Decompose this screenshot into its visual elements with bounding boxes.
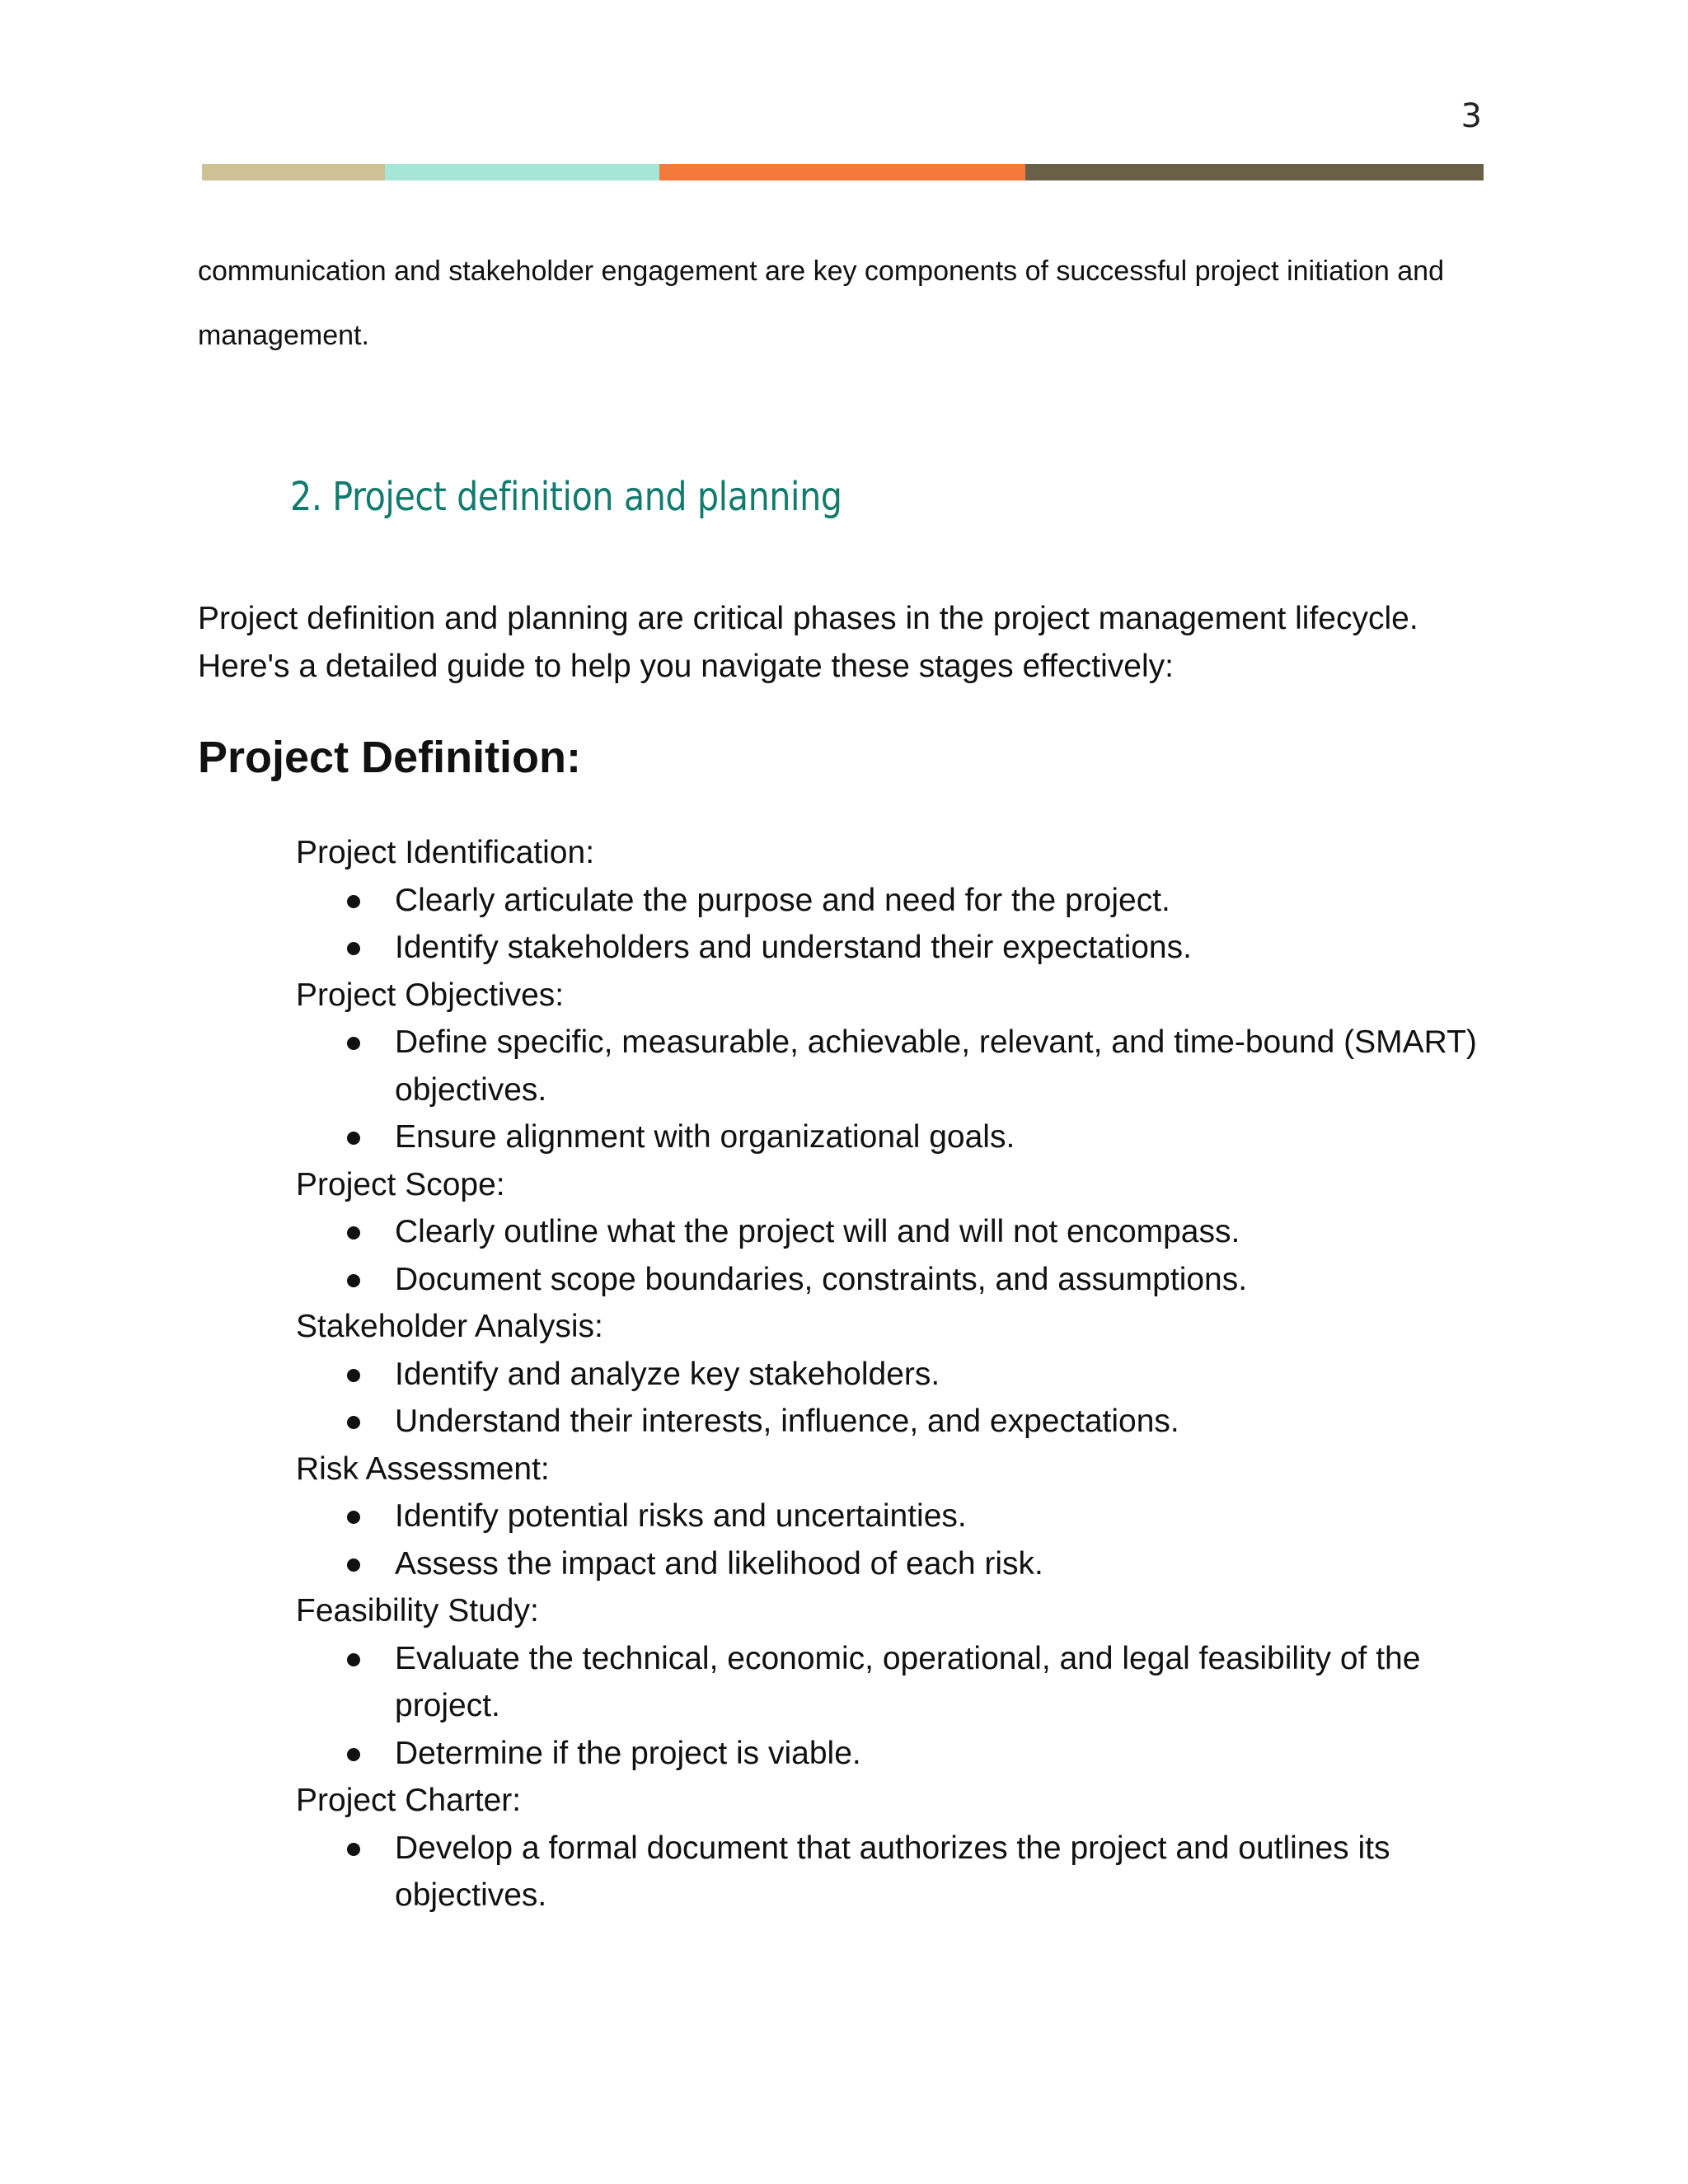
group-title-identification: Project Identification: (296, 835, 595, 870)
color-bar-segment-brown (1025, 164, 1484, 180)
list-item (296, 1113, 1491, 1161)
list-item-text: Identify stakeholders and understand their expectations. (395, 930, 1192, 965)
list-item-text: Assess the impact and likelihood of each risk. (395, 1545, 1043, 1582)
bullet-icon (347, 942, 360, 955)
bullet-icon (347, 1511, 360, 1524)
group-title-stakeholder-analysis: Stakeholder Analysis: (296, 1309, 603, 1344)
list-item-text: Identify potential risks and uncertainties. (395, 1498, 967, 1534)
list-item (296, 877, 1491, 925)
color-bar-segment-mint (385, 164, 659, 180)
bullet-icon (347, 1416, 360, 1429)
list-item-text: Clearly outline what the project will and will not encompass. (395, 1214, 1240, 1249)
page-number: 3 (1461, 97, 1482, 135)
bullet-icon (347, 1132, 360, 1145)
list-item (296, 1540, 1491, 1588)
bullet-icon (347, 1037, 360, 1050)
bullet-icon (347, 1558, 360, 1572)
list-item-text: Ensure alignment with organizational goals. (395, 1119, 1015, 1155)
bullet-list (296, 1493, 1491, 1587)
bullet-icon (347, 1226, 360, 1240)
list-item (296, 1208, 1491, 1256)
group-title-feasibility-study: Feasibility Study: (296, 1593, 539, 1629)
header-color-bar (202, 164, 1484, 180)
list-item-text: Develop a formal document that authorizes the project and outlines its objectives. (395, 1830, 1390, 1913)
carryover-paragraph: communication and stakeholder engagement are key components of successful project initiation and management. (198, 255, 1444, 351)
definition-list (296, 829, 1491, 1919)
bullet-icon (347, 895, 360, 908)
list-item (296, 1351, 1491, 1399)
bullet-icon (347, 1843, 360, 1856)
bullet-icon (347, 1369, 360, 1382)
list-item-text: Understand their interests, influence, and expectations. (395, 1404, 1179, 1439)
bullet-list (296, 1208, 1491, 1303)
group-title-project-charter: Project Charter: (296, 1783, 522, 1818)
intro-paragraph: Project definition and planning are critical phases in the project management lifecycle. Here's a detailed guide to help you navigate these stages effectively: (198, 601, 1418, 684)
bullet-list (296, 1019, 1491, 1161)
list-item-text: Evaluate the technical, economic, operational, and legal feasibility of the project. (395, 1640, 1421, 1723)
list-item (296, 1730, 1491, 1778)
list-item (296, 1019, 1491, 1113)
list-item-text: Define specific, measurable, achievable, relevant, and time-bound (SMART) objectives. (395, 1024, 1477, 1108)
color-bar-segment-orange (659, 164, 1025, 180)
section-heading: 2. Project definition and planning (290, 474, 842, 520)
bullet-icon (347, 1274, 360, 1287)
bullet-icon (347, 1748, 360, 1761)
bullet-list (296, 877, 1491, 972)
bullet-list (296, 1825, 1491, 1919)
list-item-text: Document scope boundaries, constraints, and assumptions. (395, 1261, 1248, 1297)
list-item (296, 1635, 1491, 1730)
group-title-scope: Project Scope: (296, 1166, 505, 1202)
list-item-text: Clearly articulate the purpose and need for the project. (395, 882, 1170, 918)
bullet-list (296, 1351, 1491, 1446)
definition-heading: Project Definition: (198, 733, 582, 782)
list-item (296, 1825, 1491, 1919)
list-item (296, 924, 1491, 972)
list-item-text: Identify and analyze key stakeholders. (395, 1356, 940, 1392)
list-item (296, 1256, 1491, 1304)
list-item (296, 1493, 1491, 1540)
color-bar-segment-tan (202, 164, 385, 180)
list-item (296, 1398, 1491, 1446)
bullet-list (296, 1635, 1491, 1778)
group-title-risk-assessment: Risk Assessment: (296, 1451, 550, 1487)
group-title-objectives: Project Objectives: (296, 977, 565, 1013)
bullet-icon (347, 1653, 360, 1666)
list-item-text: Determine if the project is viable. (395, 1735, 861, 1771)
